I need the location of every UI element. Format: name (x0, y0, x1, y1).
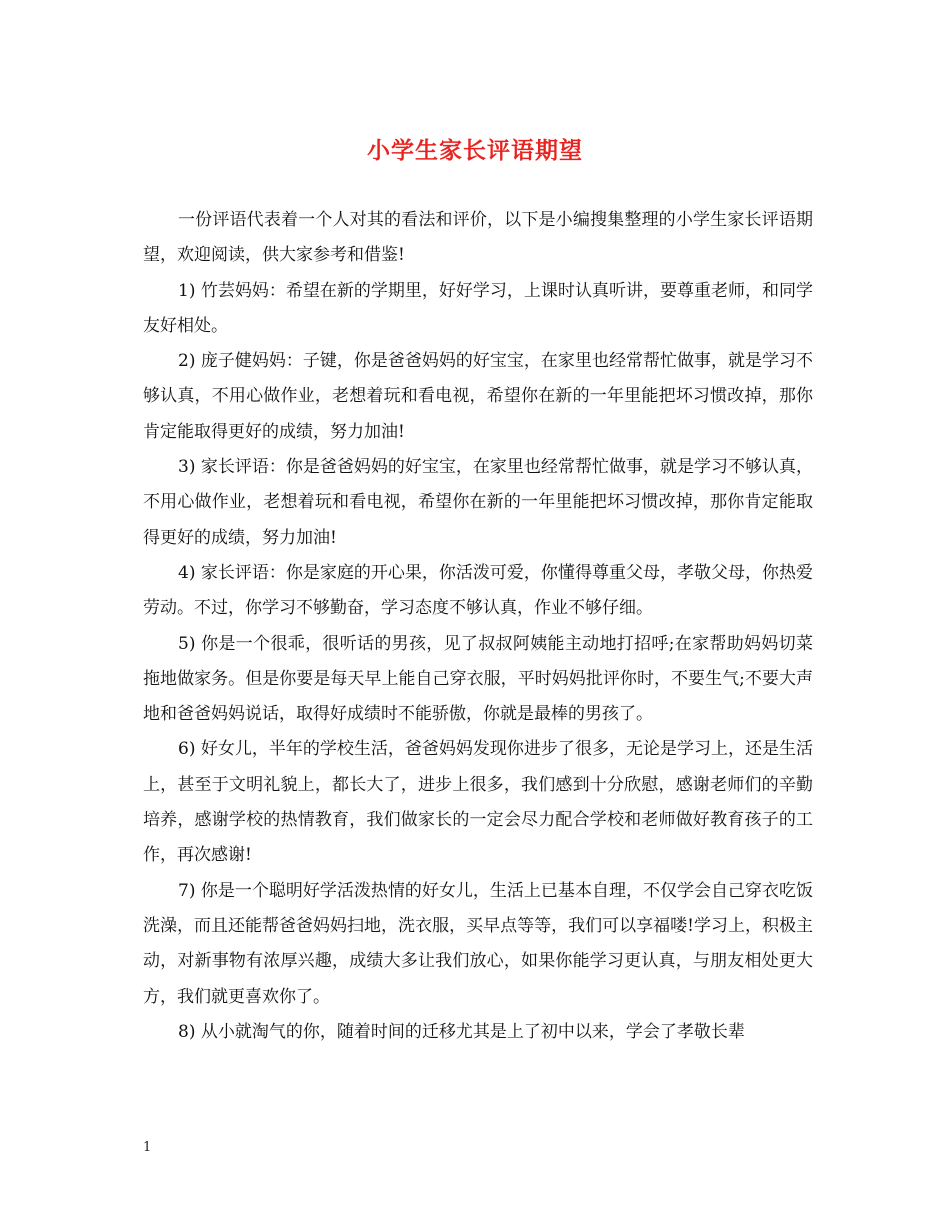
comment-paragraph-3: 3) 家长评语：你是爸爸妈妈的好宝宝，在家里也经常帮忙做事，就是学习不够认真，不用心做作业，老想着玩和看电视，希望你在新的一年里能把坏习惯改掉，那你肯定能取得更好的成绩，努力加油! (143, 457, 813, 548)
comment-paragraph-6: 6) 好女儿，半年的学校生活，爸爸妈妈发现你进步了很多，无论是学习上，还是生活上，甚至于文明礼貌上，都长大了，进步上很多，我们感到十分欣慰，感谢老师们的辛勤培养，感谢学校的热情教育，我们做家长的一定会尽力配合学校和老师做好教育孩子的工作，再次感谢! (143, 739, 813, 866)
intro-paragraph: 一份评语代表着一个人对其的看法和评价，以下是小编搜集整理的小学生家长评语期望，欢迎阅读，供大家参考和借鉴! (143, 210, 813, 266)
page-number: 1 (143, 1140, 152, 1155)
comment-paragraph-7: 7) 你是一个聪明好学活泼热情的好女儿，生活上已基本自理，不仅学会自己穿衣吃饭洗澡，而且还能帮爸爸妈妈扫地，洗衣服，买早点等等，我们可以享福喽!学习上，积极主动，对新事物有浓厚兴趣，成绩大多让我们放心，如果你能学习更认真，与朋友相处更大方，我们就更喜欢你了。 (143, 880, 813, 1007)
comment-paragraph-1: 1) 竹芸妈妈：希望在新的学期里，好好学习，上课时认真听讲，要尊重老师，和同学友好相处。 (143, 280, 813, 336)
document-title: 小学生家长评语期望 (367, 137, 583, 164)
comment-paragraph-5: 5) 你是一个很乖，很听话的男孩，见了叔叔阿姨能主动地打招呼;在家帮助妈妈切菜拖地做家务。但是你要是每天早上能自己穿衣服，平时妈妈批评你时，不要生气;不要大声地和爸爸妈妈说话，取得好成绩时不能骄傲，你就是最棒的男孩了。 (143, 633, 813, 725)
document-body (143, 203, 813, 1050)
comment-paragraph-4: 4) 家长评语：你是家庭的开心果，你活泼可爱，你懂得尊重父母，孝敬父母，你热爱劳动。不过，你学习不够勤奋，学习态度不够认真，作业不够仔细。 (143, 562, 813, 619)
comment-paragraph-8: 8) 从小就淘气的你，随着时间的迁移尤其是上了初中以来，学会了孝敬长辈 (178, 1021, 745, 1042)
comment-paragraph-2: 2) 庞子健妈妈：子键，你是爸爸妈妈的好宝宝，在家里也经常帮忙做事，就是学习不够认真，不用心做作业，老想着玩和看电视，希望你在新的一年里能把坏习惯改掉，那你肯定能取得更好的成绩，努力加油! (143, 351, 813, 442)
